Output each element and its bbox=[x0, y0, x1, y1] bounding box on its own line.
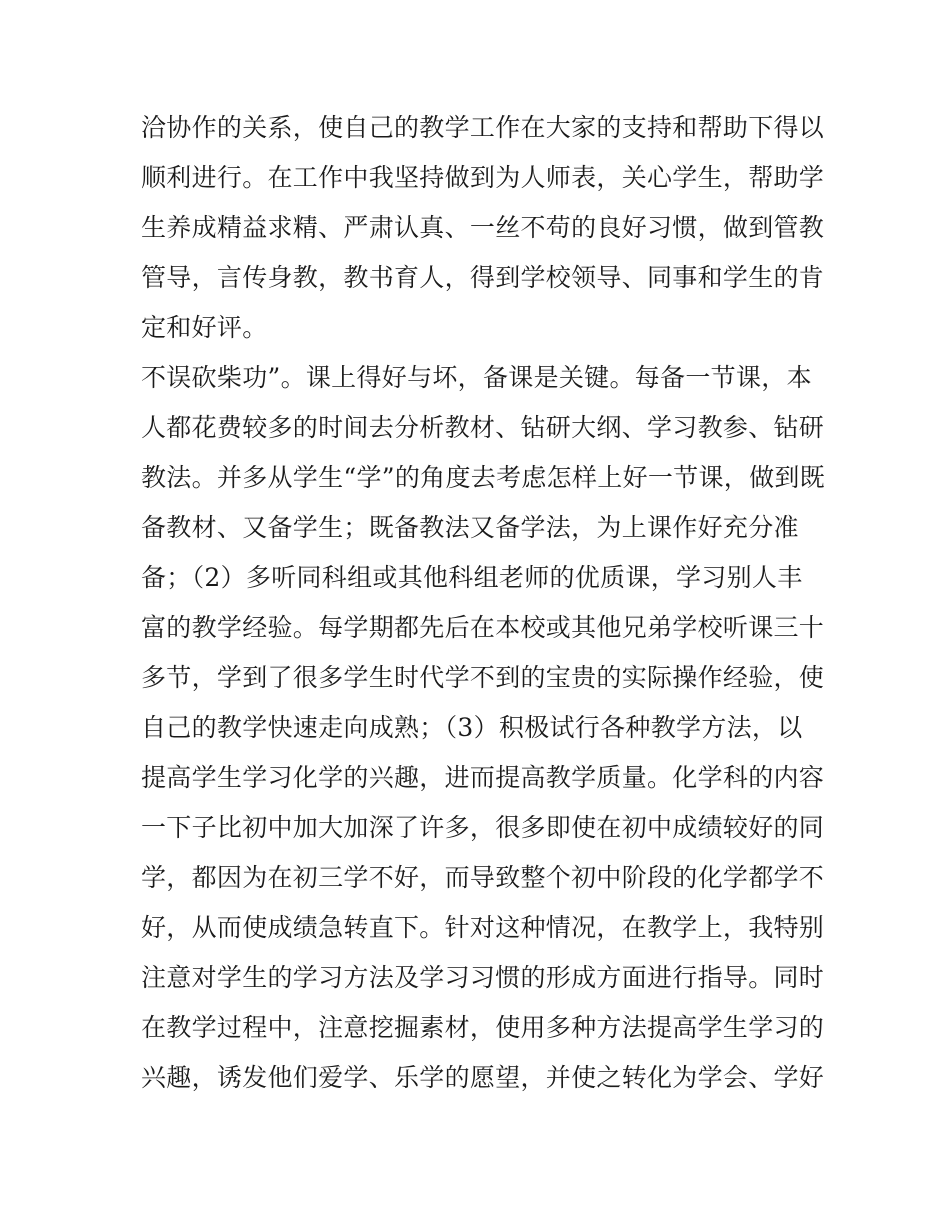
text-line: 人都花费较多的时间去分析教材、钻研大纲、学习教参、钻研 bbox=[141, 413, 825, 442]
text-line: 自己的教学快速走向成熟；（3）积极试行各种教学方法，以 bbox=[141, 713, 803, 742]
text-line: 兴趣，诱发他们爱学、乐学的愿望，并使之转化为学会、学好 bbox=[141, 1063, 825, 1092]
text-line: 备教材、又备学生；既备教法又备学法，为上课作好充分准 bbox=[141, 513, 799, 542]
text-line: 注意对学生的学习方法及学习习惯的形成方面进行指导。同时 bbox=[141, 963, 825, 992]
text-line: 好，从而使成绩急转直下。针对这种情况，在教学上，我特别 bbox=[141, 913, 825, 942]
text-line: 富的教学经验。每学期都先后在本校或其他兄弟学校听课三十 bbox=[141, 613, 825, 642]
text-line: 洽协作的关系，使自己的教学工作在大家的支持和帮助下得以 bbox=[141, 113, 825, 142]
text-line: 管导，言传身教，教书育人，得到学校领导、同事和学生的肯 bbox=[141, 263, 825, 292]
text-line: 教法。并多从学生“学”的角度去考虑怎样上好一节课，做到既 bbox=[141, 463, 825, 492]
text-line: 学，都因为在初三学不好，而导致整个初中阶段的化学都学不 bbox=[141, 863, 825, 892]
text-line: 备；（2）多听同科组或其他科组老师的优质课，学习别人丰 bbox=[141, 563, 803, 592]
text-line: 一下子比初中加大加深了许多，很多即使在初中成绩较好的同 bbox=[141, 813, 825, 842]
body-text bbox=[141, 103, 825, 1103]
text-line: 多节，学到了很多学生时代学不到的宝贵的实际操作经验，使 bbox=[141, 663, 825, 692]
text-line: 生养成精益求精、严肃认真、一丝不苟的良好习惯，做到管教 bbox=[141, 213, 825, 242]
text-line: 定和好评。 bbox=[141, 313, 268, 342]
text-line: 在教学过程中，注意挖掘素材，使用多种方法提高学生学习的 bbox=[141, 1013, 825, 1042]
text-line: 不误砍柴功”。课上得好与坏，备课是关键。每备一节课，本 bbox=[141, 363, 812, 392]
text-line: 顺利进行。在工作中我坚持做到为人师表，关心学生，帮助学 bbox=[141, 163, 825, 192]
text-line: 提高学生学习化学的兴趣，进而提高教学质量。化学科的内容 bbox=[141, 763, 825, 792]
